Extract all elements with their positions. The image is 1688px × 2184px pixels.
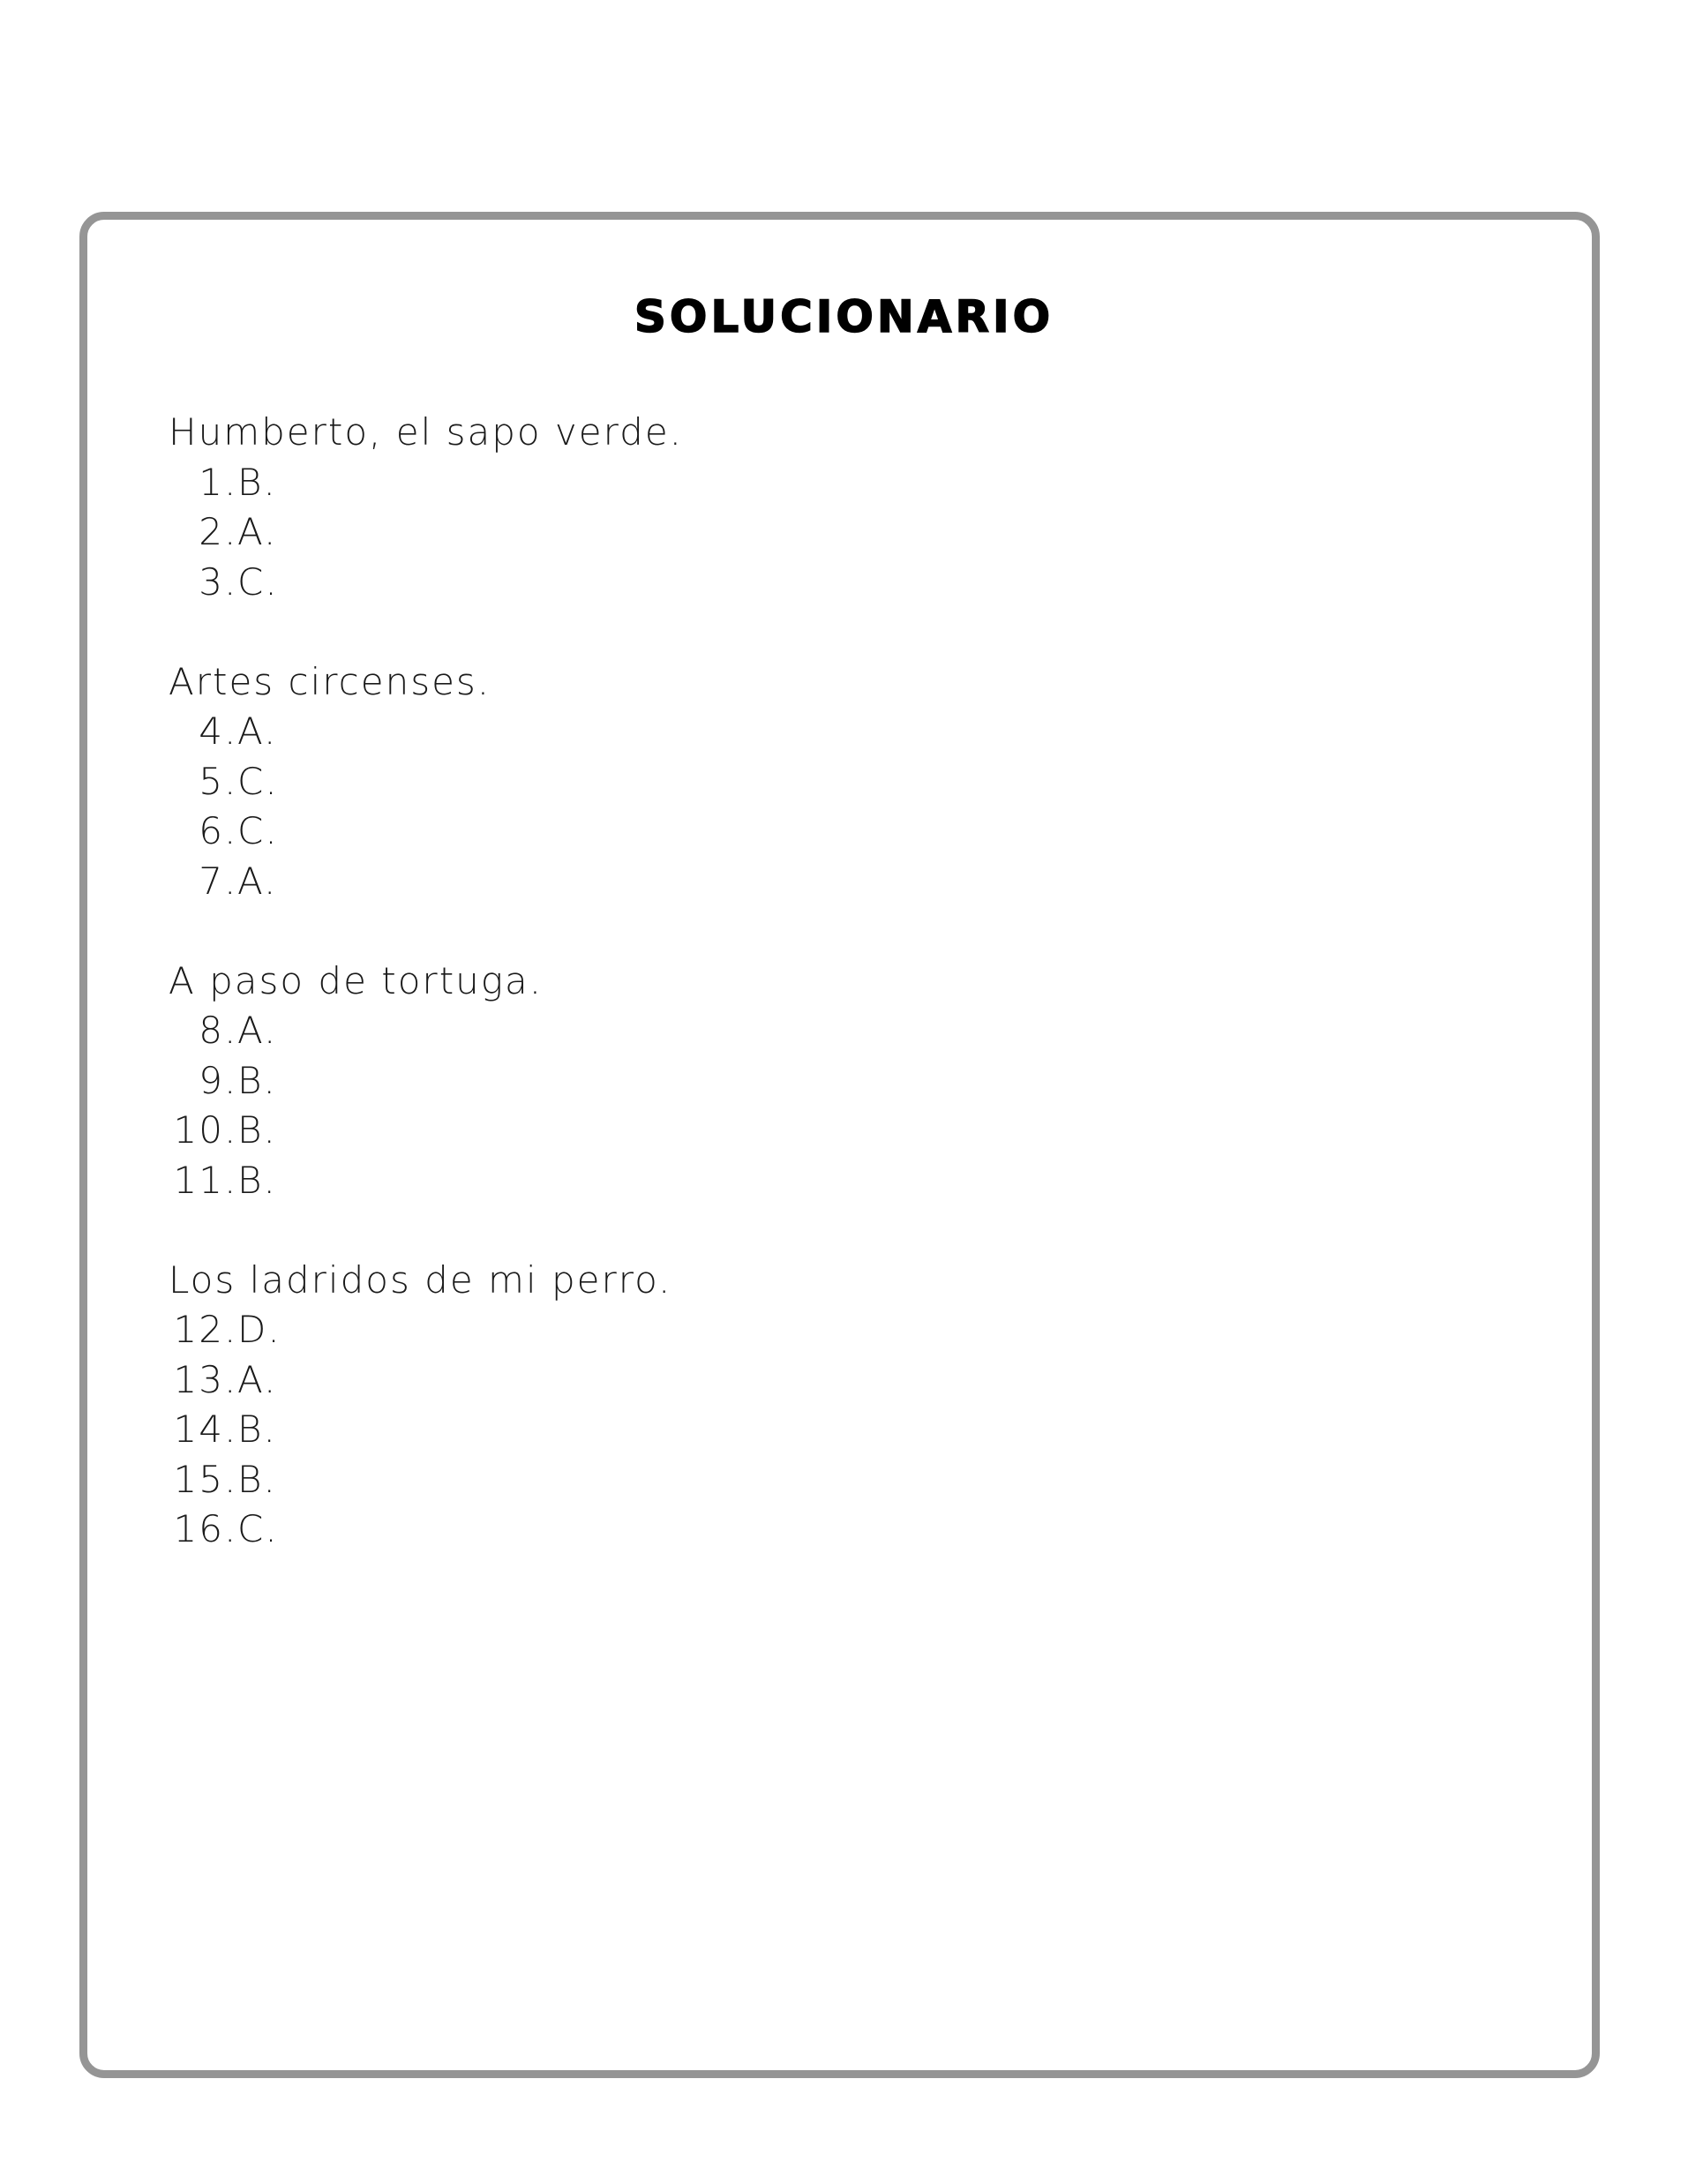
section-a-paso-de-tortuga [169, 957, 1404, 1206]
answer-number: 14 [173, 1407, 224, 1451]
answer-letter: C. [237, 559, 279, 604]
answer-key [169, 408, 1404, 1604]
section-title: Artes circenses. [169, 659, 491, 703]
answer-separator: . [224, 1058, 238, 1102]
answer-letter: B. [237, 1407, 277, 1451]
answer-number: 1 [199, 460, 224, 504]
answer-number: 2 [199, 510, 224, 553]
answer-list [169, 458, 1404, 608]
answer-separator: . [224, 1009, 238, 1052]
answer-letter: A. [237, 1357, 278, 1401]
answer-letter: B. [237, 460, 277, 504]
answer-list [169, 1305, 1404, 1555]
answer-letter: C. [237, 809, 279, 852]
answer-item [169, 1455, 1404, 1505]
answer-number: 5 [199, 759, 224, 803]
answer-letter: A. [237, 709, 278, 753]
section-title: A paso de tortuga. [169, 958, 544, 1002]
answer-item [169, 707, 1404, 757]
answer-separator: . [224, 1308, 238, 1351]
answer-item [169, 558, 1404, 608]
section-humberto [169, 408, 1404, 607]
answer-letter: A. [237, 859, 278, 903]
answer-item [169, 1305, 1404, 1355]
answer-separator: . [224, 1457, 238, 1501]
answer-number: 7 [199, 859, 224, 903]
section-title: Humberto, el sapo verde. [169, 410, 684, 454]
answer-item [169, 1156, 1404, 1206]
answer-item [169, 807, 1404, 857]
answer-list [169, 1006, 1404, 1205]
answer-separator: . [224, 1158, 238, 1202]
answer-separator: . [224, 559, 238, 604]
answer-letter: B. [237, 1108, 277, 1152]
answer-number: 13 [173, 1357, 224, 1401]
answer-list [169, 707, 1404, 906]
answer-number: 15 [173, 1457, 224, 1501]
answer-letter: C. [237, 1507, 279, 1550]
answer-number: 8 [199, 1009, 224, 1052]
answer-letter: C. [237, 759, 279, 803]
answer-letter: D. [237, 1308, 281, 1351]
answer-item [169, 458, 1404, 508]
answer-number: 11 [173, 1158, 224, 1202]
answer-separator: . [224, 460, 238, 504]
answer-item [169, 857, 1404, 907]
page-title: SOLUCIONARIO [634, 291, 1054, 342]
answer-item [169, 757, 1404, 807]
answer-letter: A. [237, 510, 278, 553]
answer-separator: . [224, 859, 238, 903]
answer-item [169, 1106, 1404, 1156]
answer-number: 16 [173, 1507, 224, 1550]
section-los-ladridos [169, 1256, 1404, 1555]
section-artes-circenses [169, 657, 1404, 907]
answer-separator: . [224, 1507, 238, 1550]
section-title: Los ladridos de mi perro. [169, 1257, 672, 1302]
answer-separator: . [224, 510, 238, 553]
answer-separator: . [224, 1108, 238, 1152]
answer-item [169, 1505, 1404, 1555]
answer-item [169, 507, 1404, 558]
answer-separator: . [224, 1407, 238, 1451]
answer-number: 9 [199, 1058, 224, 1102]
answer-letter: B. [237, 1158, 277, 1202]
answer-letter: A. [237, 1009, 278, 1052]
answer-item [169, 1006, 1404, 1056]
answer-separator: . [224, 809, 238, 852]
answer-item [169, 1056, 1404, 1107]
answer-number: 4 [199, 709, 224, 753]
answer-number: 6 [199, 809, 224, 852]
answer-item [169, 1405, 1404, 1455]
answer-separator: . [224, 709, 238, 753]
answer-separator: . [224, 759, 238, 803]
answer-number: 12 [173, 1308, 224, 1351]
answer-number: 10 [173, 1108, 224, 1152]
answer-letter: B. [237, 1058, 277, 1102]
answer-separator: . [224, 1357, 238, 1401]
answer-item [169, 1355, 1404, 1406]
answer-letter: B. [237, 1457, 277, 1501]
answer-number: 3 [199, 559, 224, 604]
